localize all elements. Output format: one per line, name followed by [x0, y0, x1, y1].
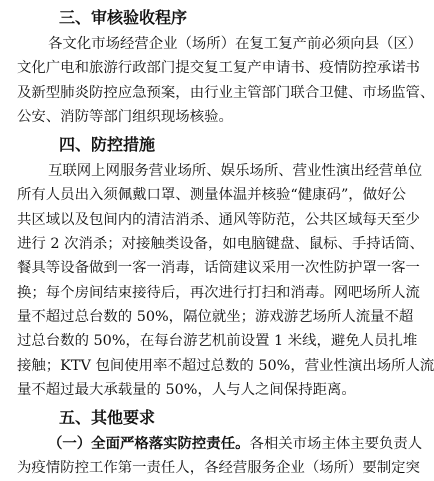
body-line: 共区域以及包间内的清洁消杀、通风等防范，公共区域每天至少: [17, 211, 420, 228]
subsection-title: （一）全面严格落实防控责任。: [48, 436, 250, 453]
body-line: 换；每个房间结束接待后，再次进行打扫和消毒。网吧场所人流: [17, 284, 420, 301]
body-line: 量不超过最大承载量的 50%，人与人之间保持距离。: [17, 381, 356, 398]
body-line: 过总台数的 50%，在每台游艺机前设置 1 米线，避免人员扎堆: [17, 333, 418, 350]
body-line: 接触；KTV 包间使用率不超过总数的 50%，营业性演出场所人流: [17, 357, 434, 374]
body-line: 餐具等设备做到一客一消毒，话筒建议采用一次性防护罩一客一: [17, 260, 420, 277]
body-line: 各文化市场经营企业（场所）在复工复产前必须向县（区）: [48, 36, 423, 52]
body-line: 所有人员出入须佩戴口罩、测量体温并核验“健康码”，做好公: [17, 187, 406, 204]
section-heading-review-procedure: 三、审核验收程序: [59, 8, 188, 27]
body-line: 公安、消防等部门组织现场核验。: [17, 108, 233, 125]
section-heading-prevention-measures: 四、防控措施: [59, 135, 156, 155]
body-line: 进行 2 次消杀；对接触类设备，如电脑键盘、鼠标、手持话筒、: [17, 236, 424, 253]
body-line: 互联网上网服务营业场所、娱乐场所、营业性演出经营单位: [48, 163, 423, 180]
section-heading-other-requirements: 五、其他要求: [59, 408, 156, 428]
body-line: 为疫情防控工作第一责任人，各经营服务企业（场所）要制定突: [17, 460, 420, 477]
body-text: 各相关市场主体主要负责人: [249, 436, 423, 453]
body-line: 文化广电和旅游行政部门提交复工复产申请书、疫情防控承诺书: [17, 60, 420, 77]
body-line: [17, 432, 423, 456]
body-line: 量不超过总台数的 50%，隔位就坐；游戏游艺场所人流量不超: [17, 308, 414, 325]
body-line: 及新型肺炎防控应急预案，由行业主管部门联合卫健、市场监管、: [17, 84, 434, 101]
